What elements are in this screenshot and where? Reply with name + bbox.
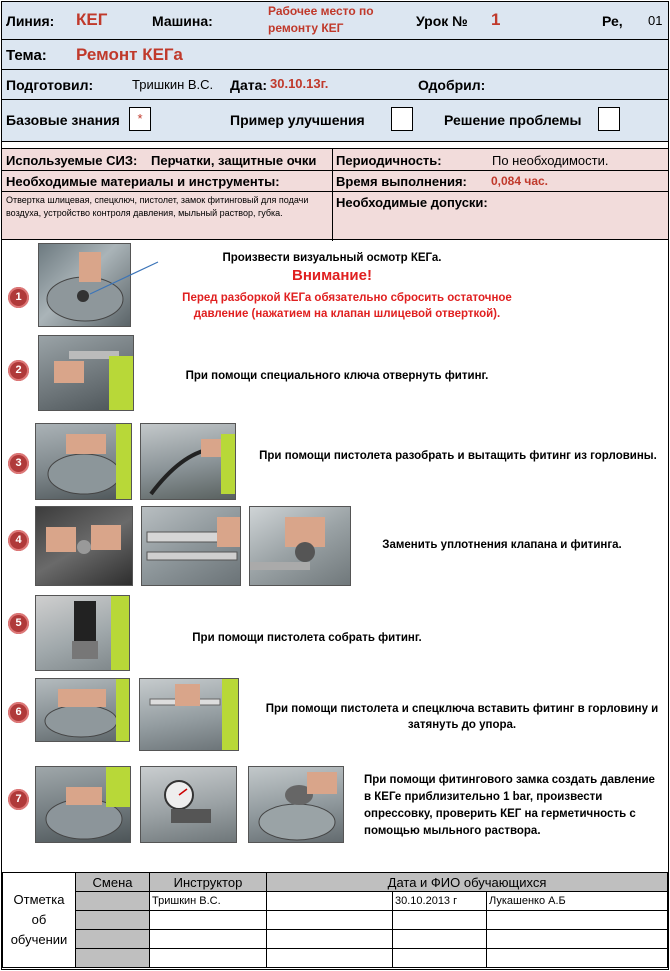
step-7-photo-c (248, 766, 344, 843)
improvement-label: Пример улучшения (230, 112, 365, 128)
step-3-photo-a (35, 423, 132, 500)
problem-solving-label: Решение проблемы (444, 112, 582, 128)
date-value: 30.10.13г. (270, 76, 329, 91)
shift-header: Смена (76, 873, 150, 892)
step-7-photo-b (140, 766, 237, 843)
step-number: 7 (8, 789, 29, 810)
step-number: 6 (8, 702, 29, 723)
step-5-photo (35, 595, 130, 671)
step-number: 5 (8, 613, 29, 634)
step-4-photo-b (141, 506, 241, 586)
step-number: 1 (8, 287, 29, 308)
basic-knowledge-checkbox[interactable]: * (129, 107, 151, 131)
shift-cell[interactable] (76, 892, 150, 911)
step-2-photo (38, 335, 134, 411)
time-value: 0,084 час. (491, 174, 549, 188)
time-label: Время выполнения: (336, 174, 467, 189)
line-value: КЕГ (76, 10, 108, 29)
step-6-photo-a (35, 678, 130, 742)
shift-cell[interactable] (76, 949, 150, 968)
materials-value: Отвертка шлицевая, спецключ, пистолет, замок фитинговый для подачи воздуха, устройство контроля давления, мыльный раствор, губка. (6, 195, 309, 218)
step-3-photo-b (140, 423, 236, 500)
training-header-row (3, 873, 668, 892)
student-name-cell[interactable]: Лукашенко А.Б (487, 892, 668, 911)
basic-knowledge-label: Базовые знания (6, 112, 120, 128)
student-date-cell[interactable]: 30.10.2013 г (393, 892, 487, 911)
step-number: 3 (8, 453, 29, 474)
period-value: По необходимости. (492, 153, 609, 168)
student-name-cell[interactable] (487, 930, 668, 949)
instructor-header: Инструктор (150, 873, 267, 892)
step-7-text: При помощи фитингового замка создать давление в КЕГе приблизительно 1 bar, произвести опрессовку, проверить КЕГ на герметичность с помощью мыльного раствора. (364, 774, 655, 837)
problem-solving-checkbox[interactable] (598, 107, 620, 131)
training-mark-label: Отметка об обучении (3, 873, 76, 968)
student-name-cell[interactable] (487, 949, 668, 968)
step-3-text: При помощи пистолета разобрать и вытащить фитинг из горловины. (259, 450, 657, 462)
prepared-row (2, 70, 668, 100)
approved-label: Одобрил: (418, 77, 486, 93)
prepared-label: Подготовил: (6, 77, 94, 93)
step-2-text: При помощи специального ключа отвернуть фитинг. (185, 370, 489, 382)
student-date-cell[interactable] (393, 911, 487, 930)
header-row (2, 2, 668, 40)
prepared-name: Тришкин В.С. (132, 77, 214, 92)
instructor-cell[interactable] (150, 911, 267, 930)
students-header: Дата и ФИО обучающихся (267, 873, 668, 892)
line-label: Линия: (6, 13, 55, 29)
improvement-checkbox[interactable] (391, 107, 413, 131)
instructor-cell[interactable] (150, 930, 267, 949)
instructor-cell[interactable] (150, 949, 267, 968)
instructor-cell[interactable]: Тришкин В.С. (150, 892, 267, 911)
shift-cell[interactable] (76, 930, 150, 949)
lesson-sheet (1, 1, 669, 970)
step-4-text: Заменить уплотнения клапана и фитинга. (382, 539, 622, 551)
categories-row (2, 100, 668, 142)
step-6-text: При помощи пистолета и спецключа вставить фитинг в горловину и затянуть до упора. (265, 703, 659, 731)
step-5-text: При помощи пистолета собрать фитинг. (192, 632, 422, 644)
table-row (3, 949, 668, 968)
revision-value: 01 (648, 13, 663, 28)
step-1-warning-title: Внимание! (292, 267, 372, 284)
step-number: 2 (8, 360, 29, 381)
empty-cell[interactable] (267, 911, 393, 930)
steps-area (2, 240, 668, 870)
empty-cell[interactable] (267, 949, 393, 968)
table-row (3, 930, 668, 949)
table-row (3, 911, 668, 930)
step-number: 4 (8, 530, 29, 551)
training-table (2, 872, 668, 968)
step-4-photo-a (35, 506, 133, 586)
materials-label: Необходимые материалы и инструменты: (6, 174, 280, 189)
table-row (3, 892, 668, 911)
lesson-value: 1 (491, 10, 501, 29)
step-6-photo-b (139, 678, 239, 751)
date-label: Дата: (230, 77, 268, 93)
machine-value: Рабочее место по ремонту КЕГ (268, 4, 374, 35)
lesson-label: Урок № (416, 13, 468, 29)
empty-cell[interactable] (267, 892, 393, 911)
info-block (2, 148, 668, 240)
topic-label: Тема: (6, 47, 47, 64)
step-4-photo-c (249, 506, 351, 586)
ppe-label: Используемые СИЗ: (6, 153, 138, 168)
ppe-value: Перчатки, защитные очки (151, 153, 317, 168)
revision-label: Ре, (602, 13, 623, 29)
machine-label: Машина: (152, 13, 213, 29)
shift-cell[interactable] (76, 911, 150, 930)
topic-row (2, 40, 668, 70)
student-name-cell[interactable] (487, 911, 668, 930)
topic-value: Ремонт КЕГа (76, 45, 183, 64)
step-1-text: Произвести визуальный осмотр КЕГа. (222, 252, 442, 264)
period-label: Периодичность: (336, 153, 442, 168)
student-date-cell[interactable] (393, 949, 487, 968)
empty-cell[interactable] (267, 930, 393, 949)
permits-label: Необходимые допуски: (336, 195, 488, 210)
step-1-warning-text: Перед разборкой КЕГа обязательно сбросить остаточное давление (нажатием на клапан шлицевой отверткой). (182, 292, 512, 320)
step-7-photo-a (35, 766, 131, 843)
student-date-cell[interactable] (393, 930, 487, 949)
